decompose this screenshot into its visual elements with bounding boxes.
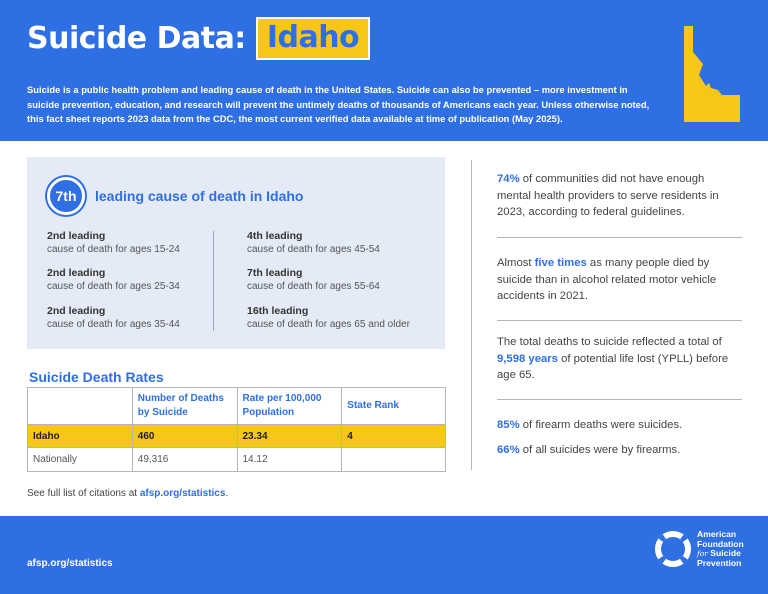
table-cell (342, 448, 446, 472)
stat-text: The total deaths to suicide reflected a total of (497, 336, 722, 348)
leading-item (47, 266, 237, 294)
citation-note (27, 488, 228, 499)
page-title: Suicide Data: (27, 21, 246, 56)
logo-line: for (697, 549, 708, 559)
logo-line: Prevention (697, 557, 742, 568)
leading-item-desc: cause of death for ages 15-24 (47, 244, 180, 255)
citation-prefix: See full list of citations at (27, 488, 140, 499)
table-header-cell: State Rank (342, 388, 446, 425)
afsp-logo[interactable] (655, 530, 744, 568)
leading-item-rank: 4th leading (247, 230, 303, 242)
column-divider (471, 160, 472, 470)
leading-item (47, 304, 237, 332)
table-header-row (28, 388, 446, 425)
leading-item-desc: cause of death for ages 65 and older (247, 319, 410, 330)
stat-highlight: 9,598 years (497, 352, 558, 365)
leading-item-rank: 2nd leading (47, 267, 106, 279)
header-banner (0, 0, 768, 141)
table-header-cell (28, 388, 133, 425)
stat-item (497, 255, 739, 305)
state-name-badge: Idaho (256, 17, 370, 60)
leading-item (247, 266, 437, 294)
stat-highlight: five times (534, 257, 587, 269)
rank-badge: 7th (47, 177, 85, 215)
title-row (27, 17, 370, 60)
leading-item-rank: 2nd leading (47, 305, 106, 317)
stat-text: of firearm deaths were suicides. (519, 419, 683, 431)
footer-link[interactable]: afsp.org/statistics (27, 558, 113, 569)
leading-item (247, 304, 437, 332)
leading-item-desc: cause of death for ages 25-34 (47, 281, 180, 292)
intro-text: Suicide is a public health problem and leading cause of death in the United States. Suicide can also be prevented – more investment in suicide prevention, education, and research will prevent the untimely deaths of thousands of Americans each year. Unless otherwise noted, this fact sheet reports 2023 data from the CDC, the most current verified data available at time of publication (May 2025). (27, 84, 650, 125)
leading-item-desc: cause of death for ages 35-44 (47, 319, 180, 330)
divider (497, 320, 742, 321)
leading-item (247, 229, 437, 257)
leading-item (47, 229, 237, 257)
table-cell: 14.12 (237, 448, 342, 472)
leading-item-rank: 7th leading (247, 267, 303, 279)
leading-item-rank: 2nd leading (47, 230, 106, 242)
idaho-state-map-icon (682, 26, 742, 122)
leading-item-desc: cause of death for ages 45-54 (247, 244, 380, 255)
stat-text: of communities did not have enough mental health providers to serve residents in 2023, according to federal guidelines. (497, 173, 719, 218)
logo-text (697, 530, 744, 568)
stat-item (497, 442, 739, 459)
leading-cause-panel (27, 157, 445, 349)
stat-item (497, 171, 739, 221)
divider (497, 399, 742, 400)
logo-line: American (697, 529, 737, 539)
table-cell: 49,316 (132, 448, 237, 472)
stat-item (497, 417, 739, 434)
rank-label: leading cause of death in Idaho (95, 188, 304, 204)
table-cell: 460 (132, 425, 237, 448)
citation-link[interactable]: afsp.org/statistics (139, 488, 226, 499)
stat-text: Almost (497, 257, 535, 269)
stat-item (497, 334, 739, 384)
rates-table (27, 387, 446, 472)
leading-item-desc: cause of death for ages 55-64 (247, 281, 380, 292)
logo-line: Foundation (697, 538, 744, 549)
logo-line: Suicide (710, 548, 741, 559)
stat-text: of all suicides were by firearms. (519, 444, 681, 456)
divider (497, 237, 742, 238)
stat-text: of potential life lost (YPLL) before age 65. (497, 352, 729, 381)
table-row-state (28, 425, 446, 448)
table-cell: 4 (342, 425, 446, 448)
table-row-national (28, 448, 446, 472)
table-header-cell: Number of Deaths by Suicide (132, 388, 237, 425)
table-cell: Nationally (28, 448, 133, 472)
life-ring-icon (655, 531, 691, 567)
stat-highlight: 66% (497, 444, 520, 456)
stat-text: as many people died by suicide than in alcohol related motor vehicle accidents in 2021. (497, 257, 717, 302)
stat-highlight: 74% (497, 173, 520, 185)
table-cell: 23.34 (237, 425, 342, 448)
footer-banner (0, 516, 768, 594)
stat-highlight: 85% (497, 419, 520, 431)
table-header-cell: Rate per 100,000 Population (237, 388, 342, 425)
rates-title: Suicide Death Rates (29, 369, 164, 385)
leading-item-rank: 16th leading (247, 305, 309, 317)
table-cell: Idaho (28, 425, 133, 448)
citation-suffix: . (225, 488, 229, 499)
